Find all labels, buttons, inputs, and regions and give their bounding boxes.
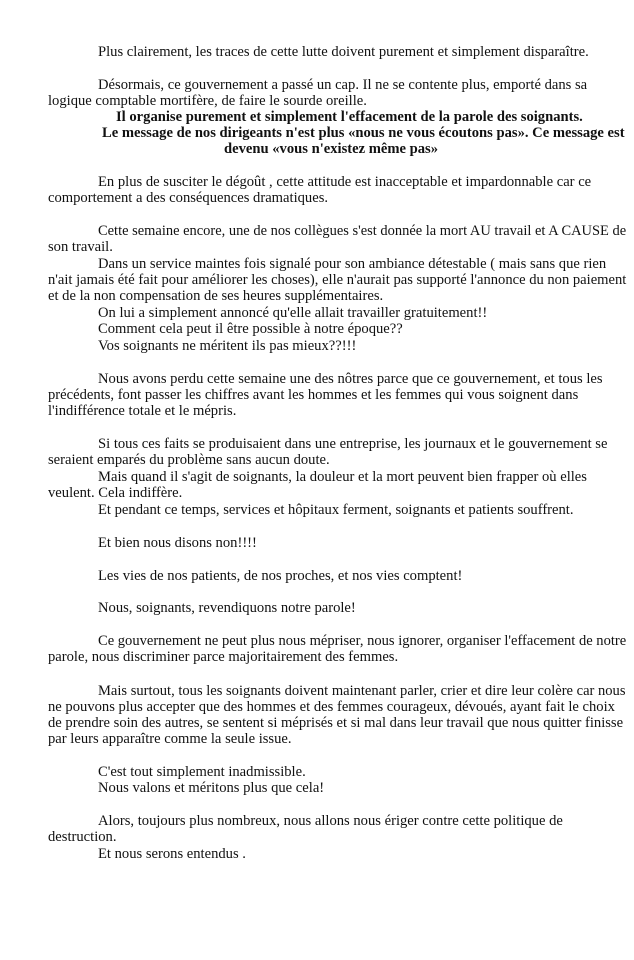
text-line: l'indifférence totale et le mépris. <box>48 403 237 419</box>
text-line: Vos soignants ne méritent ils pas mieux??!!! <box>98 338 357 354</box>
text-line: destruction. <box>48 829 117 845</box>
text-line: Comment cela peut il être possible à notre époque?? <box>98 321 403 337</box>
text-line: n'ait jamais été fait pour améliorer les choses), elle n'aurait pas supporté l'annonce du non paiement <box>48 272 627 288</box>
text-line: veulent. Cela indiffère. <box>48 485 183 501</box>
text-line: Si tous ces faits se produisaient dans une entreprise, les journaux et le gouvernement se <box>98 436 608 452</box>
text-line: de prendre soin des autres, se sentent si méprisés et si mal dans leur travail que nous quitter finisse <box>48 715 624 731</box>
text-line: Mais surtout, tous les soignants doivent maintenant parler, crier et dire leur colère car nous <box>98 683 626 699</box>
text-line: Et pendant ce temps, services et hôpitaux ferment, soignants et patients souffrent. <box>98 502 574 518</box>
text-line: précédents, font passer les chiffres avant les hommes et les femmes qui vous soignent dans <box>48 387 579 403</box>
text-line: En plus de susciter le dégoût , cette attitude est inacceptable et impardonnable car ce <box>98 174 592 190</box>
text-line: parole, nous discriminer parce majoritairement des femmes. <box>48 649 399 665</box>
text-line: et de la non compensation de ses heures supplémentaires. <box>48 288 384 304</box>
text-line: seraient emparés du problème sans aucun doute. <box>48 452 330 468</box>
bold-text-line: devenu «vous n'existez même pas» <box>224 141 439 157</box>
text-line: Et bien nous disons non!!!! <box>98 535 257 551</box>
bold-text-line: Le message de nos dirigeants n'est plus «nous ne vous écoutons pas». Ce message est <box>102 125 625 141</box>
text-line: Désormais, ce gouvernement a passé un cap. Il ne se contente plus, emporté dans sa <box>98 77 588 93</box>
text-line: Mais quand il s'agit de soignants, la douleur et la mort peuvent bien frapper où elles <box>98 469 587 485</box>
bold-text-line: Il organise purement et simplement l'effacement de la parole des soignants. <box>116 109 583 125</box>
text-line: Nous, soignants, revendiquons notre parole! <box>98 600 356 616</box>
text-line: C'est tout simplement inadmissible. <box>98 764 306 780</box>
text-line: Les vies de nos patients, de nos proches, et nos vies comptent! <box>98 568 463 584</box>
text-line: On lui a simplement annoncé qu'elle allait travailler gratuitement!! <box>98 305 488 321</box>
text-line: par leurs apparaître comme la seule issue. <box>48 731 292 747</box>
text-line: Plus clairement, les traces de cette lutte doivent purement et simplement disparaître. <box>98 44 589 60</box>
text-line: logique comptable mortifère, de faire le sourde oreille. <box>48 93 367 109</box>
text-line: Nous valons et méritons plus que cela! <box>98 780 325 796</box>
text-line: Ce gouvernement ne peut plus nous mépriser, nous ignorer, organiser l'effacement de notre <box>98 633 627 649</box>
text-line: Nous avons perdu cette semaine une des nôtres parce que ce gouvernement, et tous les <box>98 371 603 387</box>
text-line: Dans un service maintes fois signalé pour son ambiance détestable ( mais sans que rien <box>98 256 607 272</box>
text-line: son travail. <box>48 239 113 255</box>
text-line: comportement a des conséquences dramatiques. <box>48 190 329 206</box>
text-line: Alors, toujours plus nombreux, nous allons nous ériger contre cette politique de <box>98 813 563 829</box>
text-line: ne pouvons plus accepter que des hommes et des femmes courageux, dévoués, ayant fait le choix <box>48 699 615 715</box>
text-line: Cette semaine encore, une de nos collègues s'est donnée la mort AU travail et A CAUSE de <box>98 223 627 239</box>
text-line: Et nous serons entendus . <box>98 846 246 862</box>
